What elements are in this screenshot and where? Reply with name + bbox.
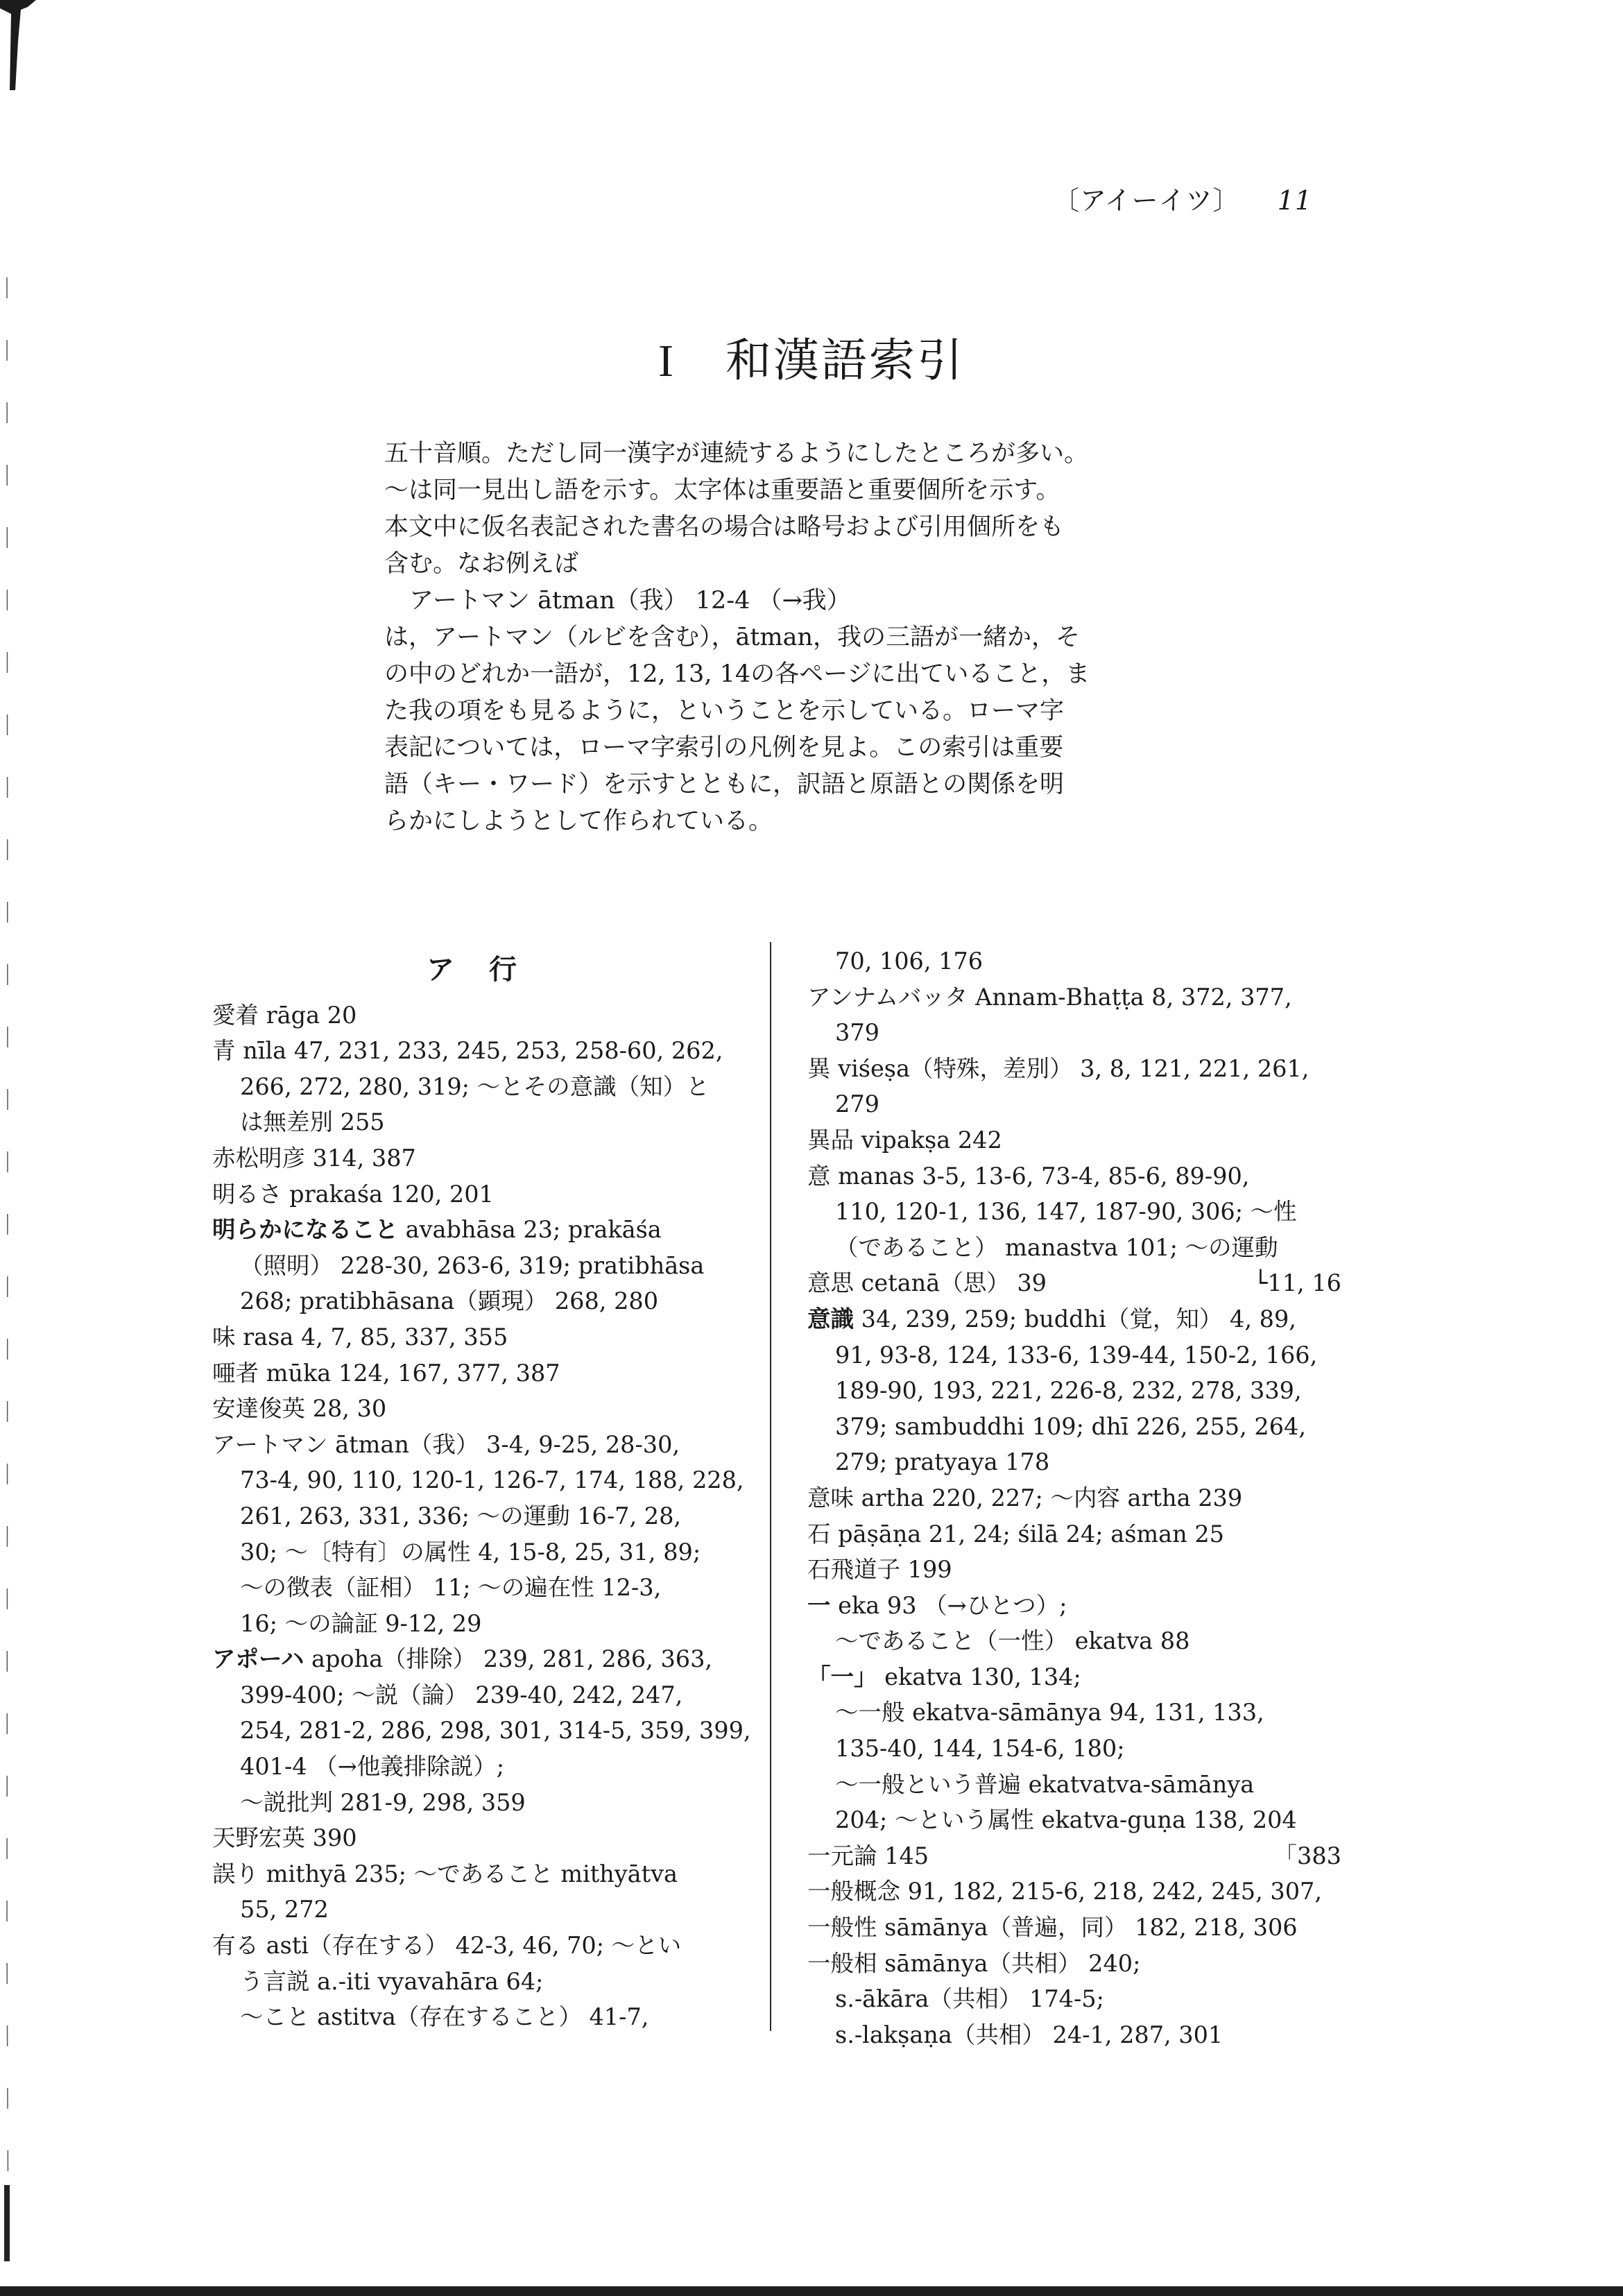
- running-head-section: 〔アイーイツ〕: [1053, 185, 1240, 216]
- index-entry: 一般性 sāmānya（普遍，同） 182, 218, 306: [807, 1914, 1298, 1942]
- index-headword-bold: 一: [807, 1591, 831, 1619]
- intro-line: 表記については，ローマ字索引の凡例を見よ。この索引は重要: [384, 734, 1064, 762]
- running-head: [1053, 179, 1312, 217]
- index-entry: [212, 1212, 744, 1248]
- index-entry-text: eka 93 （→ひとつ）;: [838, 1591, 1067, 1619]
- index-entry-cont: 261, 263, 331, 336; ～の運動 16-7, 28,: [240, 1502, 682, 1530]
- index-column-right: [807, 943, 1341, 2053]
- index-entry-cont: 73-4, 90, 110, 120-1, 126-7, 174, 188, 228,: [240, 1466, 744, 1494]
- index-entry-cont: う言説 a.-iti vyavahāra 64;: [240, 1967, 544, 1995]
- index-entry: 意味 artha 220, 227; ～内容 artha 239: [807, 1484, 1243, 1511]
- index-column-left: [212, 943, 751, 2035]
- index-entry-text: 意思 cetanā（思） 39: [807, 1269, 1047, 1297]
- title-text: 和漢語索引: [725, 334, 965, 387]
- index-headword-bold: 「一」: [807, 1663, 877, 1690]
- index-entry: 愛着 rāga 20: [212, 1001, 357, 1029]
- index-headword-bold: 明らかになること: [212, 1216, 398, 1244]
- index-entry-cont: は無差別 255: [240, 1108, 385, 1136]
- index-subentry: ～こと astitva（存在すること） 41-7,: [240, 2003, 649, 2031]
- scan-bottom-edge: [0, 2286, 1623, 2296]
- index-entry: 青 nīla 47, 231, 233, 245, 253, 258-60, 262,: [212, 1037, 723, 1065]
- column-divider: [770, 942, 771, 2031]
- index-entry: 味 rasa 4, 7, 85, 337, 355: [212, 1323, 508, 1351]
- index-entry-cont: 30; ～〔特有〕の属性 4, 15-8, 25, 31, 89;: [240, 1538, 701, 1566]
- index-entry: [212, 1641, 744, 1677]
- index-headword-bold: アポーハ: [212, 1645, 304, 1673]
- page-number: 11: [1277, 185, 1312, 216]
- index-entry-text: avabhāsa 23; prakāśa: [405, 1216, 662, 1244]
- index-entry: 安達俊英 28, 30: [212, 1395, 387, 1423]
- overflow-continuation: 「383: [1273, 1842, 1341, 1869]
- index-subentry: ～一般 ekatva-sāmānya 94, 131, 133,: [835, 1699, 1264, 1727]
- index-entry-cont: ～の徴表（証相） 11; ～の遍在性 12-3,: [240, 1574, 662, 1602]
- index-entry: 唖者 mūka 124, 167, 377, 387: [212, 1359, 560, 1387]
- index-entry: 一般概念 91, 182, 215-6, 218, 242, 245, 307,: [807, 1878, 1322, 1905]
- index-entry: アンナムバッタ Annam-Bhaṭṭa 8, 372, 377,: [807, 983, 1292, 1011]
- index-entry-cont: 91, 93-8, 124, 133-6, 139-44, 150-2, 166,: [835, 1341, 1318, 1369]
- index-entry: 誤り mithyā 235; ～であること mithyātva: [212, 1860, 678, 1887]
- intro-paragraph: [384, 436, 1182, 840]
- intro-line: 語（キー・ワード）を示すとともに，訳語と原語との関係を明: [384, 771, 1065, 798]
- intro-line: 五十音順。ただし同一漢字が連続するようにしたところが多い。: [384, 440, 1089, 468]
- index-subentry: ～説批判 281-9, 298, 359: [240, 1788, 526, 1816]
- overflow-continuation: └11, 16: [1253, 1269, 1341, 1297]
- index-entry-cont: 379; sambuddhi 109; dhī 226, 255, 264,: [835, 1412, 1306, 1440]
- index-entry-text: 一元論 145: [807, 1842, 929, 1869]
- index-entry: [807, 1301, 1341, 1337]
- index-entry: 赤松明彦 314, 387: [212, 1144, 416, 1172]
- page-title: [0, 323, 1623, 389]
- index-entry-text: apoha（排除） 239, 281, 286, 363,: [311, 1645, 713, 1673]
- index-entry-cont: （照明） 228-30, 263-6, 319; pratibhāsa: [240, 1251, 705, 1279]
- index-entry: 一般相 sāmānya（共相） 240;: [807, 1949, 1141, 1977]
- index-entry-cont: 279: [835, 1090, 879, 1118]
- index-entry-text: 34, 239, 259; buddhi（覚，知） 4, 89,: [861, 1305, 1296, 1333]
- index-entry-text: ekatva 130, 134;: [884, 1663, 1081, 1690]
- index-entry-cont: 401-4 （→他義排除説）;: [240, 1753, 505, 1781]
- index-headword-bold: 意識: [807, 1305, 854, 1333]
- index-entry-cont: 70, 106, 176: [835, 948, 984, 975]
- index-entry-cont: 189-90, 193, 221, 226-8, 232, 278, 339,: [835, 1377, 1302, 1405]
- intro-line: 本文中に仮名表記された書名の場合は略号および引用個所をも: [384, 513, 1065, 541]
- index-entry: 異 viśeṣa（特殊，差別） 3, 8, 121, 221, 261,: [807, 1054, 1309, 1082]
- index-entry-cont: 268; pratibhāsana（顕現） 268, 280: [240, 1287, 659, 1315]
- index-entry-cont: 204; ～という属性 ekatva-guṇa 138, 204: [835, 1806, 1297, 1834]
- index-entry: 石飛道子 199: [807, 1556, 952, 1584]
- index-entry: 石 pāṣāṇa 21, 24; śilā 24; aśman 25: [807, 1520, 1224, 1548]
- index-entry: 異品 vipakṣa 242: [807, 1126, 1002, 1154]
- index-subentry: ～であること（一性） ekatva 88: [835, 1627, 1190, 1655]
- intro-line: 含む。なお例えば: [384, 550, 579, 578]
- index-entry: [807, 1838, 1341, 1874]
- section-heading: ア 行: [427, 953, 529, 986]
- index-subentry: s.-lakṣaṇa（共相） 24-1, 287, 301: [835, 2021, 1223, 2048]
- index-entry: 有る asti（存在する） 42-3, 46, 70; ～とい: [212, 1932, 682, 1960]
- index-entry-cont: 16; ～の論証 9-12, 29: [240, 1609, 482, 1637]
- intro-line: らかにしようとして作られている。: [384, 807, 773, 835]
- title-numeral: I: [658, 336, 676, 386]
- index-entry: [807, 1588, 1341, 1624]
- index-entry-cont: 135-40, 144, 154-6, 180;: [835, 1735, 1125, 1763]
- index-entry: 天野宏英 390: [212, 1824, 357, 1852]
- index-entry-cont: 399-400; ～説（論） 239-40, 242, 247,: [240, 1681, 683, 1708]
- index-entry-cont: 279; pratyaya 178: [835, 1448, 1050, 1476]
- index-entry: 明るさ prakaśa 120, 201: [212, 1180, 494, 1208]
- index-entry: [807, 1265, 1341, 1301]
- index-entry-cont: （であること） manastva 101; ～の運動: [835, 1233, 1278, 1261]
- index-entry-cont: 55, 272: [240, 1896, 329, 1924]
- index-entry-cont: 254, 281-2, 286, 298, 301, 314-5, 359, 399,: [240, 1717, 751, 1745]
- index-entry: アートマン ātman（我） 3-4, 9-25, 28-30,: [212, 1430, 680, 1458]
- index-subentry: ～一般という普遍 ekatvatva-sāmānya: [835, 1770, 1255, 1798]
- intro-line: は，アートマン（ルビを含む），ātman，我の三語が一緒か，そ: [384, 624, 1080, 651]
- intro-example-line: アートマン ātman（我） 12-4 （→我）: [409, 587, 851, 615]
- intro-line: た我の項をも見るように，ということを示している。ローマ字: [384, 697, 1065, 725]
- index-entry-cont: 110, 120-1, 136, 147, 187-90, 306; ～性: [835, 1198, 1297, 1226]
- intro-line: の中のどれか一語が，12, 13, 14の各ページに出ていること，ま: [384, 660, 1090, 688]
- index-entry-cont: 379: [835, 1019, 879, 1047]
- index-entry: [807, 1659, 1341, 1695]
- intro-line: ～は同一見出し語を示す。太字体は重要語と重要個所を示す。: [384, 477, 1060, 504]
- index-entry-cont: 266, 272, 280, 319; ～とその意識（知）と: [240, 1072, 710, 1100]
- index-subentry: s.-ākāra（共相） 174-5;: [835, 1985, 1104, 2013]
- index-entry: 意 manas 3-5, 13-6, 73-4, 85-6, 89-90,: [807, 1162, 1250, 1190]
